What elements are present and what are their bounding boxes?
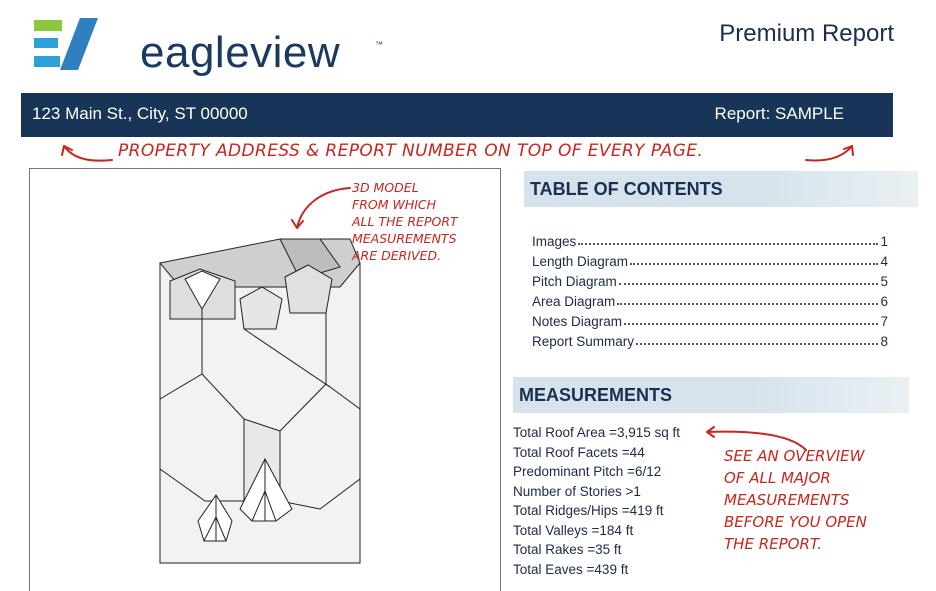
table-of-contents	[532, 229, 888, 349]
measurement-item: Total Ridges/Hips =419 ft	[513, 503, 664, 518]
toc-item-label: Notes Diagram	[532, 314, 623, 329]
report-number: Report: SAMPLE	[714, 104, 844, 123]
toc-item[interactable]	[532, 269, 888, 289]
measurement-item: Number of Stories >1	[513, 483, 641, 499]
toc-item[interactable]	[532, 329, 888, 349]
measurements-annotation-line: SEE AN OVERVIEW	[724, 447, 865, 465]
measurements-title: MEASUREMENTS	[513, 377, 909, 413]
toc-leader	[617, 303, 878, 305]
model-annotation-line: MEASUREMENTS	[352, 231, 457, 246]
toc-item-page: 4	[880, 254, 888, 269]
toc-leader	[619, 283, 879, 285]
toc-item-page: 5	[880, 274, 888, 289]
trademark: ™	[375, 40, 383, 49]
toc-leader	[630, 263, 878, 265]
toc-item-page: 7	[880, 314, 888, 329]
toc-leader	[578, 243, 878, 245]
measurement-item: Total Valleys =184 ft	[513, 522, 634, 538]
toc-leader	[636, 343, 878, 345]
address-annotation: PROPERTY ADDRESS & REPORT NUMBER ON TOP OF EVERY PAGE.	[118, 141, 704, 161]
toc-item[interactable]	[532, 249, 888, 269]
brand-name: eagleview	[140, 28, 341, 77]
toc-title: TABLE OF CONTENTS	[524, 171, 918, 207]
measurements-annotation-line: MEASUREMENTS	[724, 491, 850, 509]
model-annotation-line: 3D MODEL	[352, 180, 419, 195]
model-annotation-line: ALL THE REPORT	[352, 214, 458, 229]
toc-item-label: Images	[532, 234, 577, 249]
measurements-annotation-line: BEFORE YOU OPEN	[724, 513, 867, 531]
toc-leader	[624, 323, 878, 325]
measurements-annotation-line: OF ALL MAJOR	[724, 469, 831, 487]
measurement-item: Predominant Pitch =6/12	[513, 464, 662, 479]
model-annotation-line: FROM WHICH	[352, 197, 437, 212]
measurements-annotation-line: THE REPORT.	[724, 535, 823, 553]
toc-item-label: Report Summary	[532, 334, 635, 349]
toc-item-label: Length Diagram	[532, 254, 629, 269]
measurement-item: Total Roof Area =3,915 sq ft	[513, 425, 680, 440]
measurement-item: Total Eaves =439 ft	[513, 561, 629, 577]
toc-item-page: 1	[880, 234, 888, 249]
eagleview-logo	[34, 16, 383, 77]
measurement-item: Total Rakes =35 ft	[513, 542, 622, 557]
toc-item[interactable]	[532, 229, 888, 249]
model-annotation-line: ARE DERIVED.	[352, 248, 442, 263]
toc-item[interactable]	[532, 289, 888, 309]
measurement-item: Total Roof Facets =44	[513, 444, 645, 460]
property-address: 123 Main St., City, ST 00000	[32, 104, 248, 123]
measurements-list	[513, 425, 680, 581]
model-annotation	[352, 179, 458, 264]
header-bar	[21, 93, 893, 137]
eagleview-mark-icon	[34, 16, 104, 74]
toc-item-label: Pitch Diagram	[532, 274, 617, 289]
toc-item-page: 6	[880, 294, 888, 309]
report-type: Premium Report	[719, 20, 894, 47]
measurements-annotation	[724, 445, 867, 555]
toc-item-page: 8	[880, 334, 888, 349]
toc-item[interactable]	[532, 309, 888, 329]
toc-item-label: Area Diagram	[532, 294, 616, 309]
